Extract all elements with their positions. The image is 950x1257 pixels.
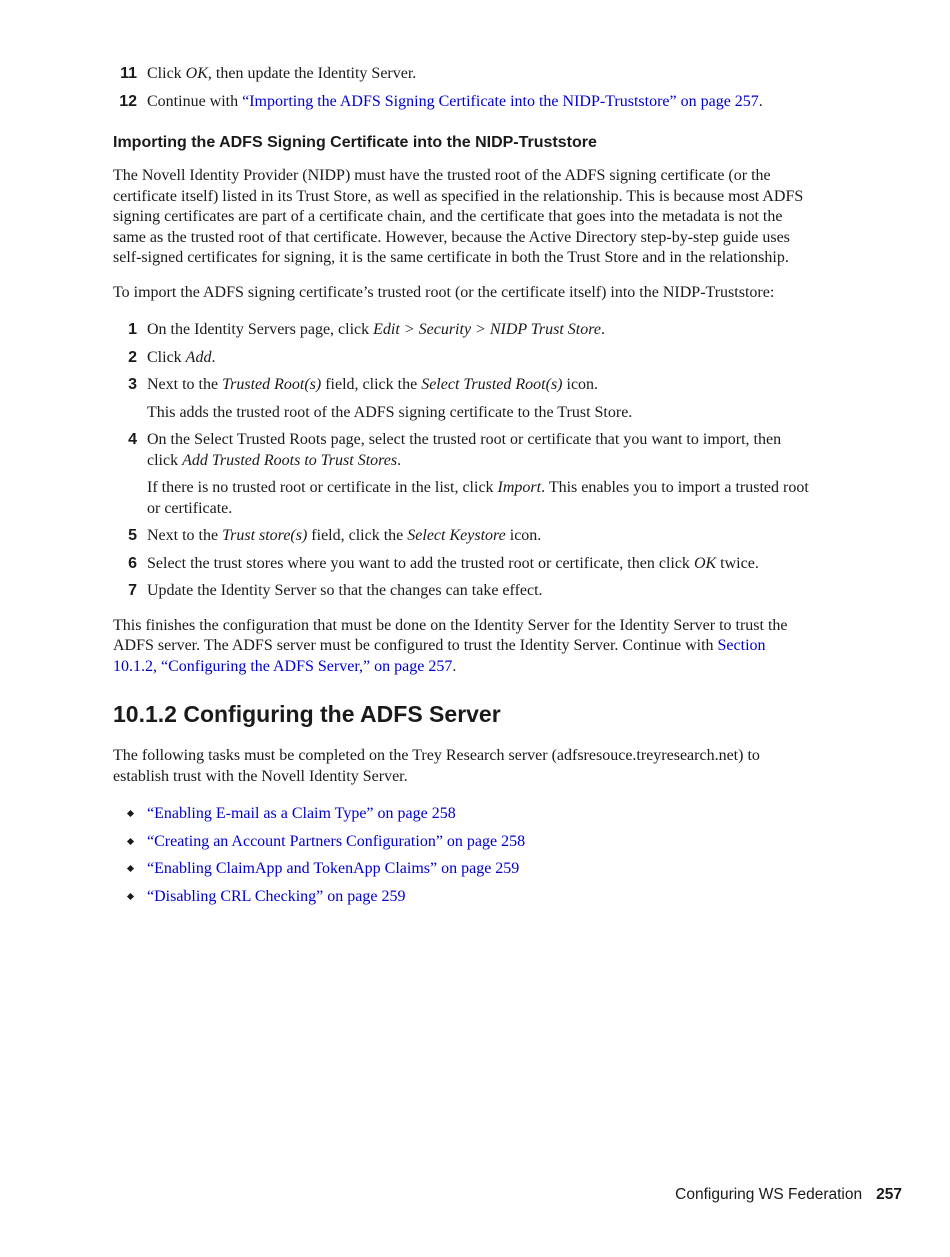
step-number: 6 — [128, 554, 137, 572]
adfs-paragraph: The following tasks must be completed on the Trey Research server (adfsresouce.treyresearch.net) to establish trust with the Novell Identity Server. — [113, 747, 760, 785]
step-number: 7 — [128, 582, 137, 599]
link-disabling-crl-checking[interactable]: “Disabling CRL Checking” on page 259 — [147, 887, 406, 905]
diamond-bullet-icon — [127, 892, 134, 899]
list-item — [113, 859, 813, 880]
step-number: 5 — [128, 527, 137, 544]
step-3-note: This adds the trusted root of the ADFS signing certificate to the Trust Store. — [147, 403, 633, 421]
link-enabling-claimapp-tokenapp[interactable]: “Enabling ClaimApp and TokenApp Claims” on page 259 — [147, 860, 520, 877]
diamond-bullet-icon — [127, 865, 134, 872]
step-number: 4 — [128, 431, 137, 448]
step-number: 11 — [120, 65, 137, 82]
link-section-10-1-2[interactable]: Section 10.1.2, “Configuring the ADFS Server,” on page 257 — [113, 637, 766, 675]
step-number: 12 — [119, 92, 137, 110]
step-number: 1 — [128, 321, 137, 338]
footer-chapter-title: Configuring WS Federation — [675, 1186, 863, 1203]
step-3: 3 Next to the Trusted Root(s) field, click the Select Trusted Root(s) icon. — [113, 375, 813, 396]
import-lead-paragraph: To import the ADFS signing certificate’s trusted root (or the certificate itself) into the NIDP-Truststore: — [113, 283, 775, 301]
step-2: 2 Click Add. — [113, 348, 813, 369]
step-1: 1 On the Identity Servers page, click Edit > Security > NIDP Trust Store. — [113, 320, 813, 341]
page-number: 257 — [876, 1186, 902, 1203]
step-11: 11 Click OK, then update the Identity Server. — [113, 64, 813, 85]
list-item — [113, 832, 813, 853]
step-number: 3 — [128, 376, 137, 393]
step-12: 12 Continue with “Importing the ADFS Signing Certificate into the NIDP-Truststore” on page 257. — [113, 92, 813, 113]
step-6: 6 Select the trust stores where you want to add the trusted root or certificate, then click OK twice. — [113, 554, 813, 575]
finish-paragraph: This finishes the configuration that must be done on the Identity Server for the Identity Server to trust the ADFS server. The ADFS server must be configured to trust the Identity Server. Continue with Section 10.1.2, “Configuring the ADFS Server,” on page 257. — [113, 616, 788, 675]
step-4-note: If there is no trusted root or certificate in the list, click Import. This enables you to import a trusted root or certificate. — [147, 479, 809, 517]
step-5: 5 Next to the Trust store(s) field, click the Select Keystore icon. — [113, 526, 813, 547]
link-importing-adfs-certificate[interactable]: “Importing the ADFS Signing Certificate into the NIDP-Truststore” on page 257 — [242, 92, 759, 110]
list-item — [113, 804, 813, 825]
task-link-list — [113, 804, 813, 907]
step-number: 2 — [128, 348, 137, 366]
page-footer — [675, 1186, 902, 1204]
page-content — [113, 64, 813, 914]
step-4: 4 On the Select Trusted Roots page, select the trusted root or certificate that you want to import, then click Add Trusted Roots to Trust Stores. — [113, 430, 813, 471]
intro-paragraph: The Novell Identity Provider (NIDP) must have the trusted root of the ADFS signing certificate (or the certificate itself) listed in its Trust Store, as well as specified in the relationship. This is because most ADFS signing certificates are part of a certificate chain, and the certificate that goes into the metadata is not the same as the trusted root of that certificate. However, because the Active Directory step-by-step guide uses self-signed certificates for signing, it is the same certificate in both the Trust Store and in the relationship. — [113, 167, 804, 266]
section-title-10-1-2: 10.1.2 Configuring the ADFS Server — [113, 701, 501, 727]
link-creating-account-partners[interactable]: “Creating an Account Partners Configuration” on page 258 — [147, 832, 526, 850]
step-7: 7 Update the Identity Server so that the changes can take effect. — [113, 581, 813, 602]
section-heading: Importing the ADFS Signing Certificate into the NIDP-Truststore — [113, 134, 597, 151]
link-enabling-email-claim[interactable]: “Enabling E-mail as a Claim Type” on page 258 — [147, 805, 456, 822]
diamond-bullet-icon — [127, 810, 134, 817]
list-item — [113, 887, 813, 908]
diamond-bullet-icon — [127, 837, 134, 844]
